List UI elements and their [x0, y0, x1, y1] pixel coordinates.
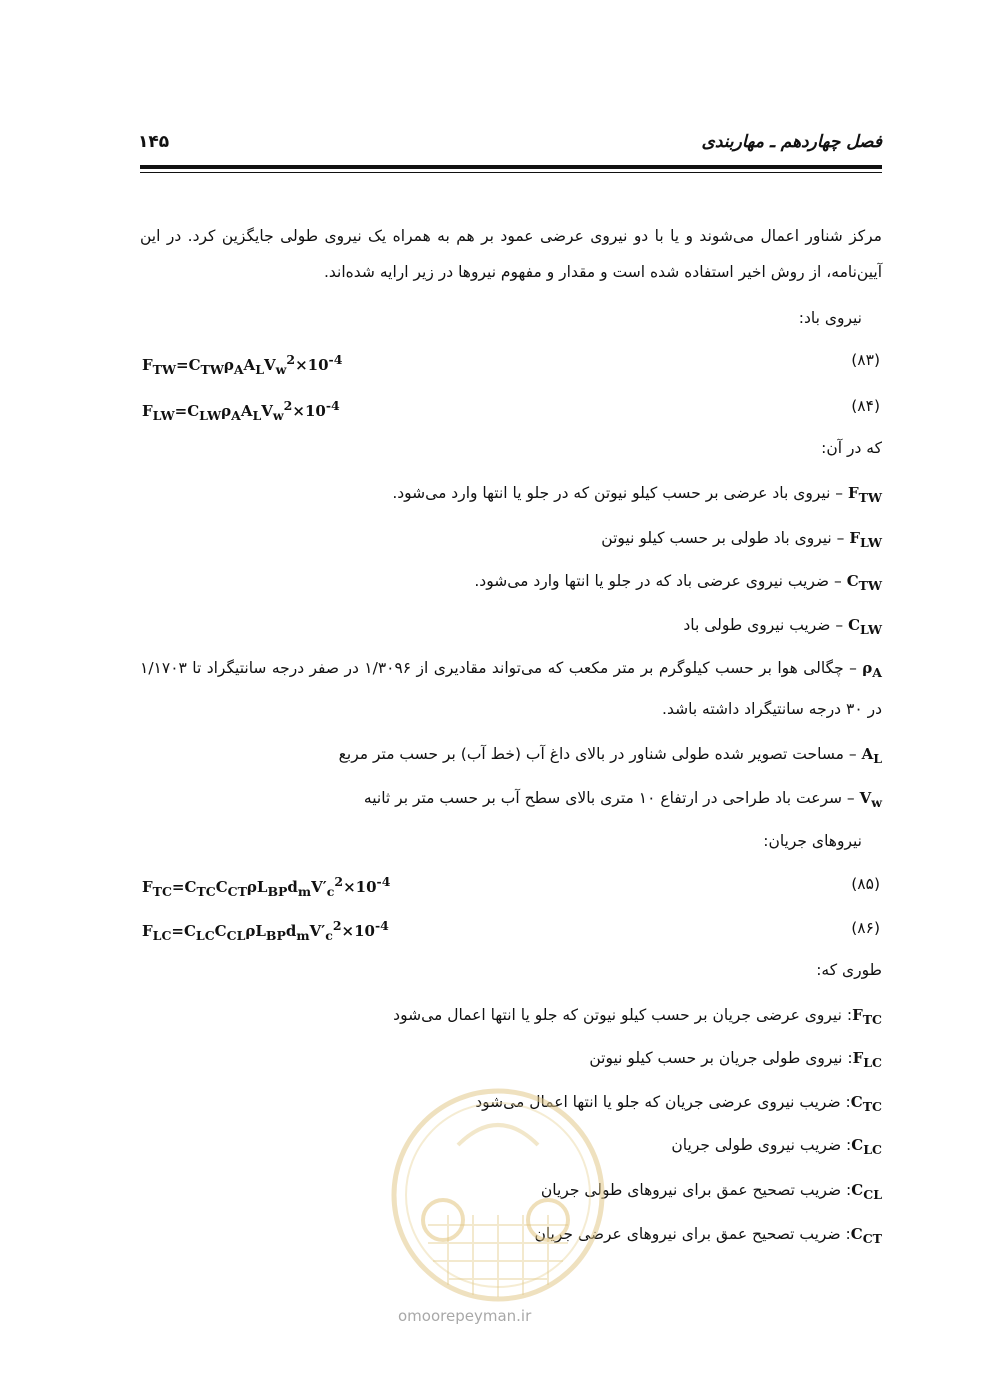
definition-ccl: $C_{CL}$: ضریب تصحیح عمق برای نیروهای طولی جریان [540, 1181, 882, 1202]
intro-paragraph: مرکز شناور اعمال می‌شوند و یا با دو نیروی عرضی عمود بر هم به همراه یک نیروی طولی جایگزین کرد. در این آیین‌نامه، از روش اخیر استفاده شده است و مقدار و مفهوم نیروها در زیر ارایه شده‌اند. [140, 227, 882, 281]
definition-al: $A_L$ – مساحت تصویر شده طولی شناور در بالای داغ آب (خط آب) بر حسب متر مربع [338, 745, 882, 766]
definition-clw: $C_{LW}$ – ضریب نیروی طولی باد [683, 616, 882, 637]
wind-where: که در آن: [821, 439, 882, 457]
definition-cct: $C_{CT}$: ضریب تصحیح عمق برای نیروهای عرضی جریان [534, 1225, 882, 1246]
definition-ctc: $C_{TC}$: ضریب نیروی عرضی جریان که جلو یا انتها اعمال می‌شود [475, 1093, 882, 1114]
equation-84: $F_{LW}=C_{LW}\rho_AA_LV_w^2\times 10^{-4}$ [142, 398, 340, 423]
definition-flw: $F_{LW}$ – نیروی باد طولی بر حسب کیلو نیوتن [601, 529, 882, 550]
definition-ctw: $C_{TW}$ – ضریب نیروی عرضی باد که در جلو یا انتها وارد می‌شود. [474, 572, 882, 593]
wind-heading: نیروی باد: [798, 309, 862, 327]
equation-85: $F_{TC}=C_{TC}C_{CT}\rho L_{BP}d_mV'_c^2\times 10^{-4}$ [142, 874, 391, 899]
header-rule-thin [140, 172, 882, 173]
definition-ftc: $F_{TC}$: نیروی عرضی جریان بر حسب کیلو نیوتن که جلو یا انتها اعمال می‌شود [393, 1006, 882, 1027]
equation-number-84: (۸۴) [851, 397, 880, 415]
definition-ftw: $F_{TW}$ – نیروی باد عرضی بر حسب کیلو نیوتن که در جلو یا انتها وارد می‌شود. [392, 484, 882, 505]
definition-flc: $F_{LC}$: نیروی طولی جریان بر حسب کیلو نیوتن [589, 1049, 882, 1070]
current-where: طوری که: [816, 961, 882, 979]
header-rule-thick [140, 165, 882, 169]
watermark-site: omoorepeyman.ir [398, 1307, 532, 1325]
chapter-title: فصل چهاردهم ـ مهاربندی [701, 132, 882, 152]
definition-vw: $V_w$ – سرعت باد طراحی در ارتفاع ۱۰ متری بالای سطح آب بر حسب متر بر ثانیه [363, 789, 882, 810]
equation-86: $F_{LC}=C_{LC}C_{CL}\rho L_{BP}d_mV'_c^2\times 10^{-4}$ [142, 918, 389, 943]
equation-number-83: (۸۳) [851, 351, 880, 369]
page-number: ۱۴۵ [138, 132, 170, 152]
equation-number-85: (۸۵) [851, 875, 880, 893]
equation-number-86: (۸۶) [851, 919, 880, 937]
definition-rho-a: $\rho_A$ – چگالی هوا بر حسب کیلوگرم بر متر مکعب که می‌تواند مقادیری از ۱/۳۰۹۶ در صفر درجه سانتیگراد تا ۱/۱۷۰۳ در ۳۰ درجه سانتیگراد داشته باشد. [140, 659, 882, 718]
scales-of-justice-seal-icon [388, 1085, 608, 1315]
equation-83: $F_{TW}=C_{TW}\rho_AA_LV_w^2\times 10^{-4}$ [142, 352, 343, 377]
current-heading: نیروهای جریان: [763, 832, 862, 850]
definition-clc: $C_{LC}$: ضریب نیروی طولی جریان [671, 1136, 882, 1157]
